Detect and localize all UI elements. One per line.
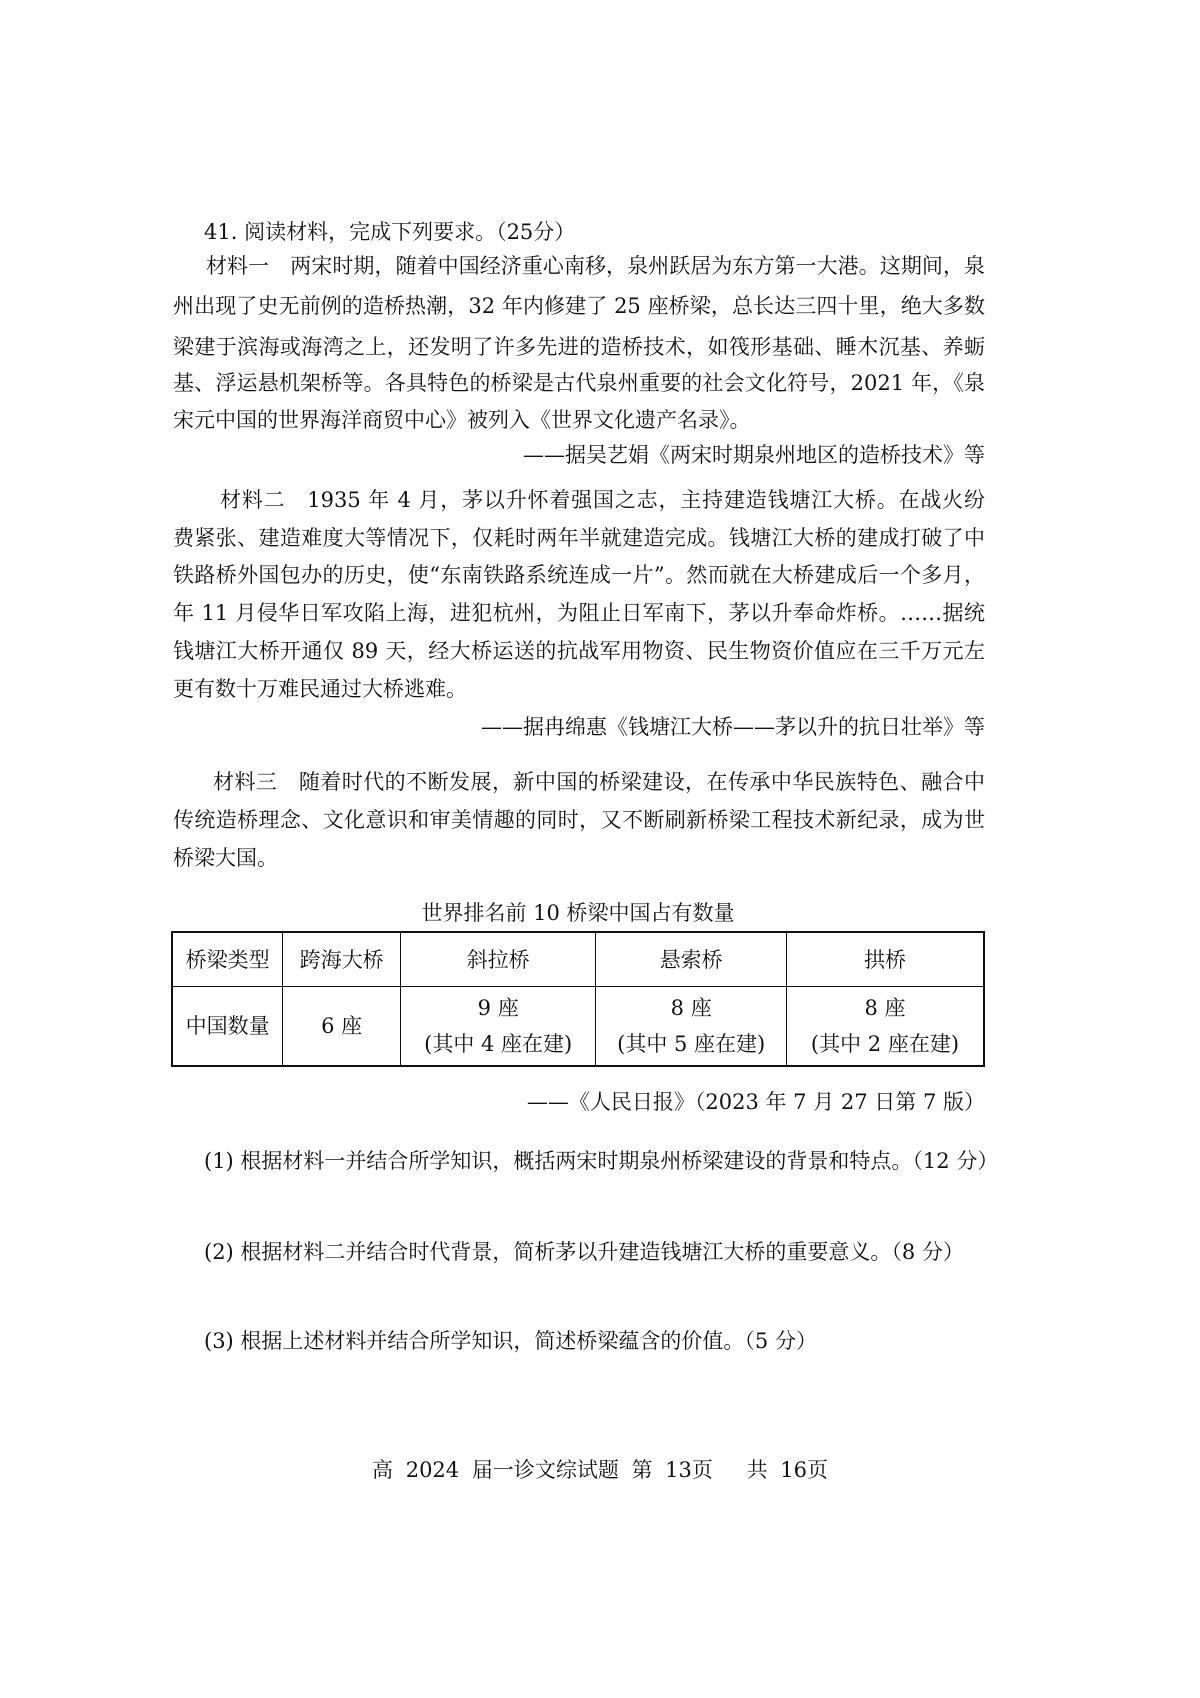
material-three-line: 传统造桥理念、文化意识和审美情趣的同时，又不断刷新桥梁工程技术新纪录，成为世 <box>173 808 985 832</box>
table-source: ——《人民日报》（2023 年 7 月 27 日第 7 版） <box>526 1090 985 1114</box>
material-two-line: 更有数十万难民通过大桥逃难。 <box>173 677 467 701</box>
question-3: (3) 根据上述材料并结合所学知识，简述桥梁蕴含的价值。（5 分） <box>204 1329 817 1353</box>
table-cell <box>283 987 401 1067</box>
cell-note: (其中 4 座在建) <box>424 1032 573 1056</box>
cell-note: (其中 2 座在建) <box>810 1032 960 1056</box>
cell-count: 8 座 <box>864 996 906 1020</box>
material-two-line: 年 11 月侵华日军攻陷上海，进犯杭州，为阻止日军南下，茅以升奉命炸桥。……据统 <box>173 601 985 625</box>
cell-note: (其中 5 座在建) <box>617 1032 766 1056</box>
material-three-line: 桥梁大国。 <box>173 846 278 870</box>
question-2: (2) 根据材料二并结合时代背景，简析茅以升建造钱塘江大桥的重要意义。（8 分） <box>204 1240 964 1264</box>
table-header-cell: 拱桥 <box>786 932 984 987</box>
table-title: 世界排名前 10 桥梁中国占有数量 <box>421 901 735 925</box>
material-one-line: 州出现了史无前例的造桥热潮，32 年内修建了 25 座桥梁，总长达三四十里，绝大多数 <box>173 294 985 318</box>
table-row <box>172 987 984 1067</box>
table-header-cell: 桥梁类型 <box>172 932 283 987</box>
table-header-cell: 悬索桥 <box>596 932 787 987</box>
table-header-cell: 跨海大桥 <box>283 932 401 987</box>
material-two-line: 材料二 1935 年 4 月，茅以升怀着强国之志，主持建造钱塘江大桥。在战火纷 <box>220 488 985 512</box>
table-header-row <box>172 932 984 987</box>
material-one-line: 基、浮运悬机架桥等。各具特色的桥梁是古代泉州重要的社会文化符号，2021 年，《泉 <box>173 371 985 395</box>
cell-count: 6 座 <box>321 1014 363 1038</box>
table-cell <box>596 987 787 1067</box>
material-one-line: 材料一 两宋时期，随着中国经济重心南移，泉州跃居为东方第一大港。这期间，泉 <box>206 254 985 278</box>
page-footer: 高 2024 届一诊文综试题 第 13页 共 16页 <box>372 1458 828 1482</box>
material-two-line: 铁路桥外国包办的历史，使“东南铁路系统连成一片”。然而就在大桥建成后一个多月， <box>173 563 985 587</box>
table-header-cell: 斜拉桥 <box>400 932 596 987</box>
material-one-line: 宋元中国的世界海洋商贸中心》被列入《世界文化遗产名录》。 <box>173 408 751 432</box>
bridge-table <box>171 931 985 1067</box>
material-two-source: ——据冉绵惠《钱塘江大桥——茅以升的抗日壮举》等 <box>481 715 985 739</box>
table-cell <box>786 987 984 1067</box>
question-heading: 41. 阅读材料，完成下列要求。（25分） <box>204 220 576 244</box>
material-one-source: ——据吴艺娟《两宋时期泉州地区的造桥技术》等 <box>523 443 985 467</box>
row-label: 中国数量 <box>172 987 283 1067</box>
cell-count: 8 座 <box>670 996 712 1020</box>
cell-count: 9 座 <box>477 996 519 1020</box>
material-two-line: 钱塘江大桥开通仅 89 天，经大桥运送的抗战军用物资、民生物资价值应在三千万元左 <box>173 639 985 663</box>
question-1: (1) 根据材料一并结合所学知识，概括两宋时期泉州桥梁建设的背景和特点。（12 分） <box>204 1149 999 1173</box>
material-three-line: 材料三 随着时代的不断发展，新中国的桥梁建设，在传承中华民族特色、融合中 <box>213 770 985 794</box>
table-cell <box>400 987 596 1067</box>
material-two-line: 费紧张、建造难度大等情况下，仅耗时两年半就建造完成。钱塘江大桥的建成打破了中 <box>173 526 985 550</box>
material-one-line: 梁建于滨海或海湾之上，还发明了许多先进的造桥技术，如筏形基础、睡木沉基、养蛎 <box>173 335 985 359</box>
